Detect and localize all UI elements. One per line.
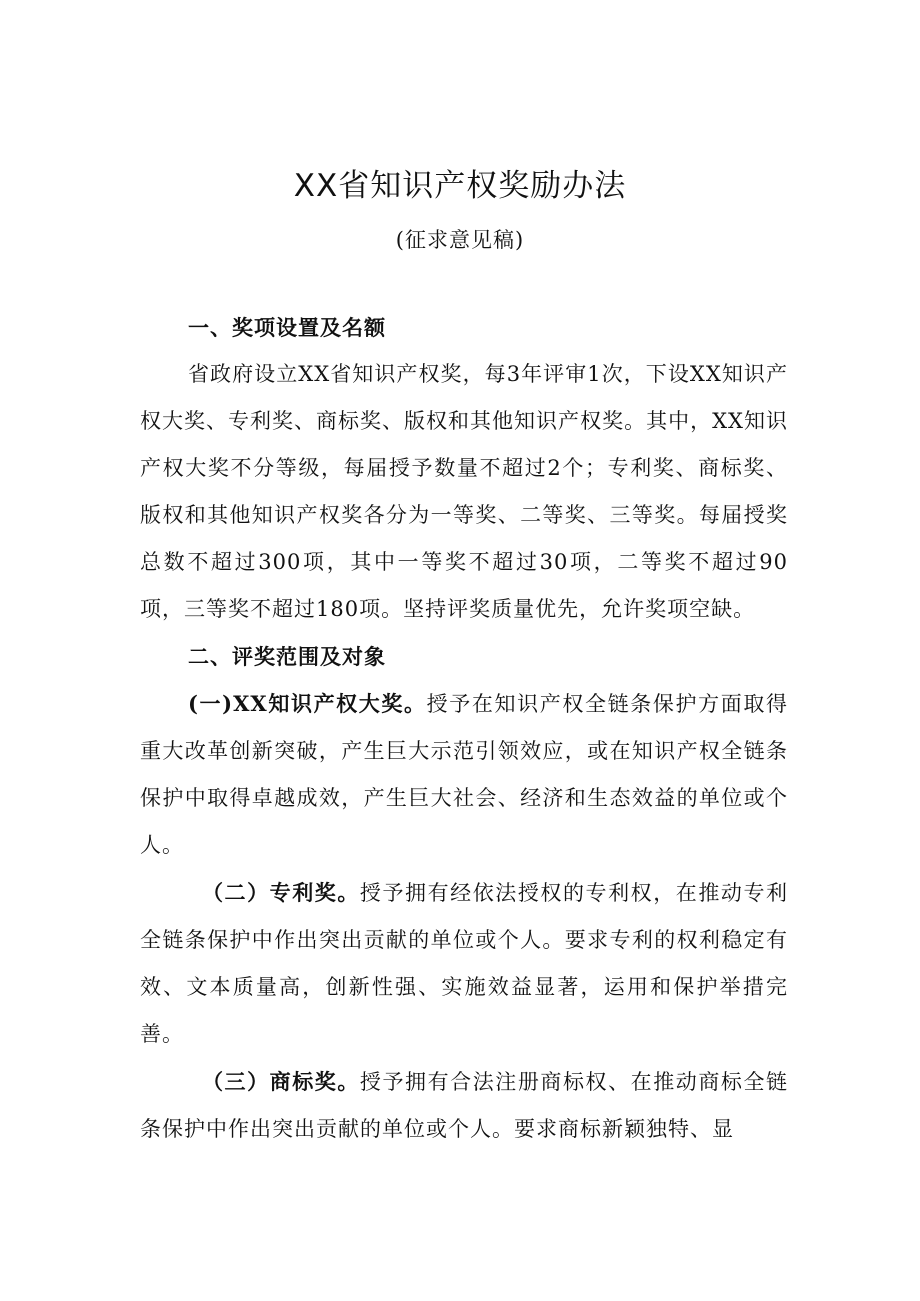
item-2-text: 授予拥有经依法授权的专利权，在推动专利全链条保护中作出突出贡献的单位或个人。要求专利的权利稳定有效、文本质量高，创新性强、实施效益显著，运用和保护举措完善。 (140, 881, 789, 1046)
item-2-lead: （二）专利奖。 (202, 880, 360, 905)
section-2-item-1 (140, 680, 788, 869)
document-title: XX省知识产权奖励办法 (293, 168, 627, 204)
item-1-lead: (一)XX知识产权大奖。 (188, 691, 427, 716)
document-body (140, 304, 788, 1153)
section-2-item-3 (140, 1058, 788, 1153)
item-3-lead: （三）商标奖。 (202, 1069, 360, 1094)
item-1-text: 授予在知识产权全链条保护方面取得重大改革创新突破，产生巨大示范引领效应，或在知识产权全链条保护中取得卓越成效，产生巨大社会、经济和生态效益的单位或个人。 (140, 692, 788, 857)
section-1-paragraph: 省政府设立XX省知识产权奖，每3年评审1次，下设XX知识产权大奖、专利奖、商标奖、版权和其他知识产权奖。其中，XX知识产权大奖不分等级，每届授予数量不超过2个；专利奖、商标奖、版权和其他知识产权奖各分为一等奖、二等奖、三等奖。每届授奖总数不超过300项，其中一等奖不超过30项，二等奖不超过90项，三等奖不超过180项。坚持评奖质量优先，允许奖项空缺。 (140, 362, 788, 621)
document-subtitle: (征求意见稿) (395, 228, 525, 252)
section-heading-1: 一、奖项设置及名额 (188, 315, 386, 340)
section-2-item-2 (140, 869, 788, 1058)
section-heading-2: 二、评奖范围及对象 (188, 644, 386, 669)
item-3-text: 授予拥有合法注册商标权、在推动商标全链条保护中作出突出贡献的单位或个人。要求商标新颖独特、显 (140, 1070, 789, 1141)
